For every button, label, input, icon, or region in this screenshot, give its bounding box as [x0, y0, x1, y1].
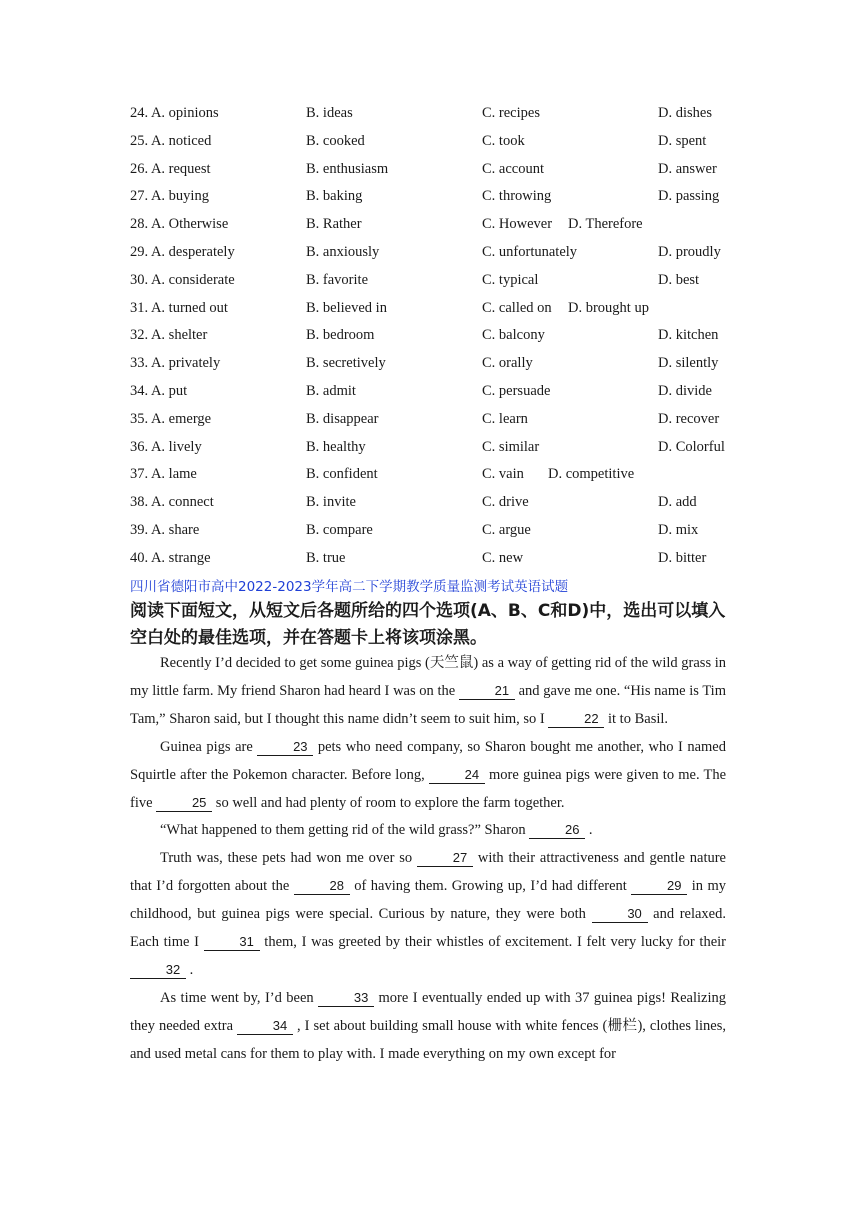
- blank: 30: [592, 906, 648, 923]
- passage-text: of having them. Growing up, I’d had different: [349, 878, 632, 895]
- option-a: 24. A. opinions: [130, 105, 219, 121]
- paragraph: [130, 845, 726, 985]
- option-b: B. admit: [306, 382, 356, 399]
- option-a: 31. A. turned out: [130, 299, 228, 316]
- option-d: D. mix: [658, 521, 699, 538]
- blank: 31: [204, 934, 260, 951]
- passage-text: “What happened to them getting rid of the wild grass?” Sharon: [160, 822, 530, 839]
- option-row: [130, 295, 750, 323]
- blank: 32: [130, 962, 186, 979]
- blank: 28: [294, 878, 350, 895]
- option-d: D. best: [658, 271, 700, 288]
- cloze-passage: [130, 650, 726, 1069]
- option-a: 30. A. considerate: [130, 271, 235, 288]
- option-d: D. Colorful: [658, 438, 725, 455]
- passage-text: Truth was, these pets had won me over so: [160, 850, 418, 867]
- passage-text: .: [585, 822, 593, 839]
- option-d: D. kitchen: [658, 327, 719, 344]
- option-b: B. cooked: [306, 132, 365, 149]
- option-b: B. compare: [306, 521, 373, 538]
- option-b: B. Rather: [306, 216, 362, 233]
- passage-text: more I eventually ended up with 37 guinea pigs! Realizing they needed extra: [130, 989, 726, 1034]
- option-row: [130, 489, 750, 517]
- option-d: D. dishes: [658, 105, 712, 121]
- option-row: [130, 378, 750, 406]
- passage-text: them, I was greeted by their whistles of excitement. I felt very lucky for their: [259, 934, 726, 951]
- option-b: B. invite: [306, 494, 356, 511]
- option-c: C. similar: [482, 438, 540, 455]
- blank: 33: [318, 990, 374, 1007]
- blank: 23: [257, 739, 313, 756]
- option-c: C. balcony: [482, 327, 545, 344]
- option-row: [130, 100, 750, 128]
- passage-text: Recently I’d decided to get some guinea pigs (天竺鼠) as a way of getting rid of the wild grass in my little farm. My friend Sharon had heard I was on the: [130, 655, 726, 699]
- passage-text: .: [186, 961, 194, 978]
- passage-text: in my childhood, but guinea pigs were special. Curious by nature, they were both: [130, 878, 726, 923]
- section-instruction: 阅读下面短文，从短文后各题所给的四个选项(A、B、C和D)中，选出可以填入空白处的最佳选项，并在答题卡上将该项涂黑。: [130, 601, 726, 648]
- blank: 21: [459, 683, 515, 700]
- source-title-link[interactable]: 四川省德阳市高中2022-2023学年高二下学期教学质量监测考试英语试题: [130, 579, 569, 595]
- option-b: B. anxiously: [306, 243, 380, 260]
- option-c: C. vain: [482, 466, 524, 483]
- option-d: D. brought up: [568, 299, 649, 316]
- option-c: C. drive: [482, 494, 529, 511]
- option-row: [130, 322, 750, 350]
- paragraph: [130, 650, 726, 734]
- option-b: B. baking: [306, 188, 363, 205]
- option-a: 26. A. request: [130, 160, 211, 177]
- blank: 34: [237, 1018, 293, 1035]
- option-d: D. spent: [658, 132, 707, 149]
- option-row: [130, 183, 750, 211]
- option-d: D. divide: [658, 382, 712, 399]
- option-a: 25. A. noticed: [130, 132, 212, 149]
- option-c: C. recipes: [482, 105, 540, 121]
- option-a: 37. A. lame: [130, 466, 197, 483]
- option-c: C. unfortunately: [482, 243, 578, 260]
- option-a: 39. A. share: [130, 521, 200, 538]
- option-a: 32. A. shelter: [130, 327, 208, 344]
- option-b: B. true: [306, 549, 346, 566]
- option-b: B. believed in: [306, 299, 387, 316]
- option-a: 33. A. privately: [130, 355, 221, 372]
- option-c: C. typical: [482, 271, 539, 288]
- option-a: 28. A. Otherwise: [130, 216, 229, 233]
- option-a: 36. A. lively: [130, 438, 202, 455]
- option-a: 29. A. desperately: [130, 243, 235, 260]
- blank: 24: [429, 767, 485, 784]
- paragraph: [130, 734, 726, 818]
- option-c: C. argue: [482, 521, 531, 538]
- passage-text: so well and had plenty of room to explore the farm together.: [212, 794, 565, 811]
- option-d: D. competitive: [548, 466, 635, 483]
- option-b: B. ideas: [306, 105, 353, 121]
- option-row: [130, 211, 750, 239]
- option-d: D. passing: [658, 188, 720, 205]
- passage-text: As time went by, I’d been: [160, 989, 319, 1006]
- option-d: D. answer: [658, 160, 717, 177]
- option-row: [130, 461, 750, 489]
- option-row: [130, 517, 750, 545]
- option-row: [130, 156, 750, 184]
- blank: 26: [529, 822, 585, 839]
- passage-text: with their attractiveness and gentle nature that I’d forgotten about the: [130, 850, 726, 895]
- paragraph: [130, 985, 726, 1069]
- answer-options: [130, 100, 750, 573]
- blank: 29: [631, 878, 687, 895]
- option-d: D. proudly: [658, 243, 721, 260]
- option-c: C. called on: [482, 299, 552, 316]
- option-c: C. However: [482, 216, 553, 233]
- option-row: [130, 239, 750, 267]
- option-c: C. throwing: [482, 188, 552, 205]
- option-c: C. account: [482, 160, 545, 177]
- option-row: [130, 545, 750, 573]
- option-row: [130, 128, 750, 156]
- option-a: 38. A. connect: [130, 494, 214, 511]
- option-b: B. disappear: [306, 410, 379, 427]
- option-row: [130, 406, 750, 434]
- option-a: 27. A. buying: [130, 188, 209, 205]
- passage-text: and gave me one. “His name is Tim Tam,” Sharon said, but I thought this name didn’t seem to suit him, so I: [130, 682, 726, 727]
- option-row: [130, 350, 750, 378]
- option-row: [130, 434, 750, 462]
- passage-text: and relaxed. Each time I: [130, 906, 726, 951]
- option-d: D. add: [658, 494, 697, 511]
- option-c: C. took: [482, 132, 525, 149]
- passage-text: Guinea pigs are: [160, 738, 258, 755]
- passage-text: pets who need company, so Sharon bought me another, who I named Squirtle after the Pokemon character. Before long,: [130, 738, 726, 783]
- passage-text: more guinea pigs were given to me. The five: [130, 766, 727, 811]
- option-a: 40. A. strange: [130, 549, 211, 566]
- option-b: B. enthusiasm: [306, 160, 389, 177]
- option-d: D. Therefore: [568, 216, 643, 233]
- option-c: C. orally: [482, 355, 533, 372]
- option-c: C. persuade: [482, 382, 551, 399]
- blank: 22: [548, 711, 604, 728]
- passage-text: , I set about building small house with white fences (栅栏), clothes lines, and used metal cans for them to play with. I made everything on my own except for: [130, 1017, 726, 1062]
- option-c: C. new: [482, 549, 524, 566]
- option-b: B. bedroom: [306, 327, 375, 344]
- blank: 27: [417, 850, 473, 867]
- option-d: D. recover: [658, 410, 720, 427]
- option-b: B. healthy: [306, 438, 366, 455]
- paragraph: [130, 817, 726, 845]
- option-a: 35. A. emerge: [130, 410, 212, 427]
- option-row: [130, 267, 750, 295]
- option-d: D. bitter: [658, 549, 707, 566]
- option-c: C. learn: [482, 410, 528, 427]
- option-b: B. confident: [306, 466, 378, 483]
- blank: 25: [156, 795, 212, 812]
- option-b: B. favorite: [306, 271, 369, 288]
- passage-text: it to Basil.: [604, 710, 669, 727]
- option-d: D. silently: [658, 355, 719, 372]
- option-b: B. secretively: [306, 355, 386, 372]
- option-a: 34. A. put: [130, 382, 188, 399]
